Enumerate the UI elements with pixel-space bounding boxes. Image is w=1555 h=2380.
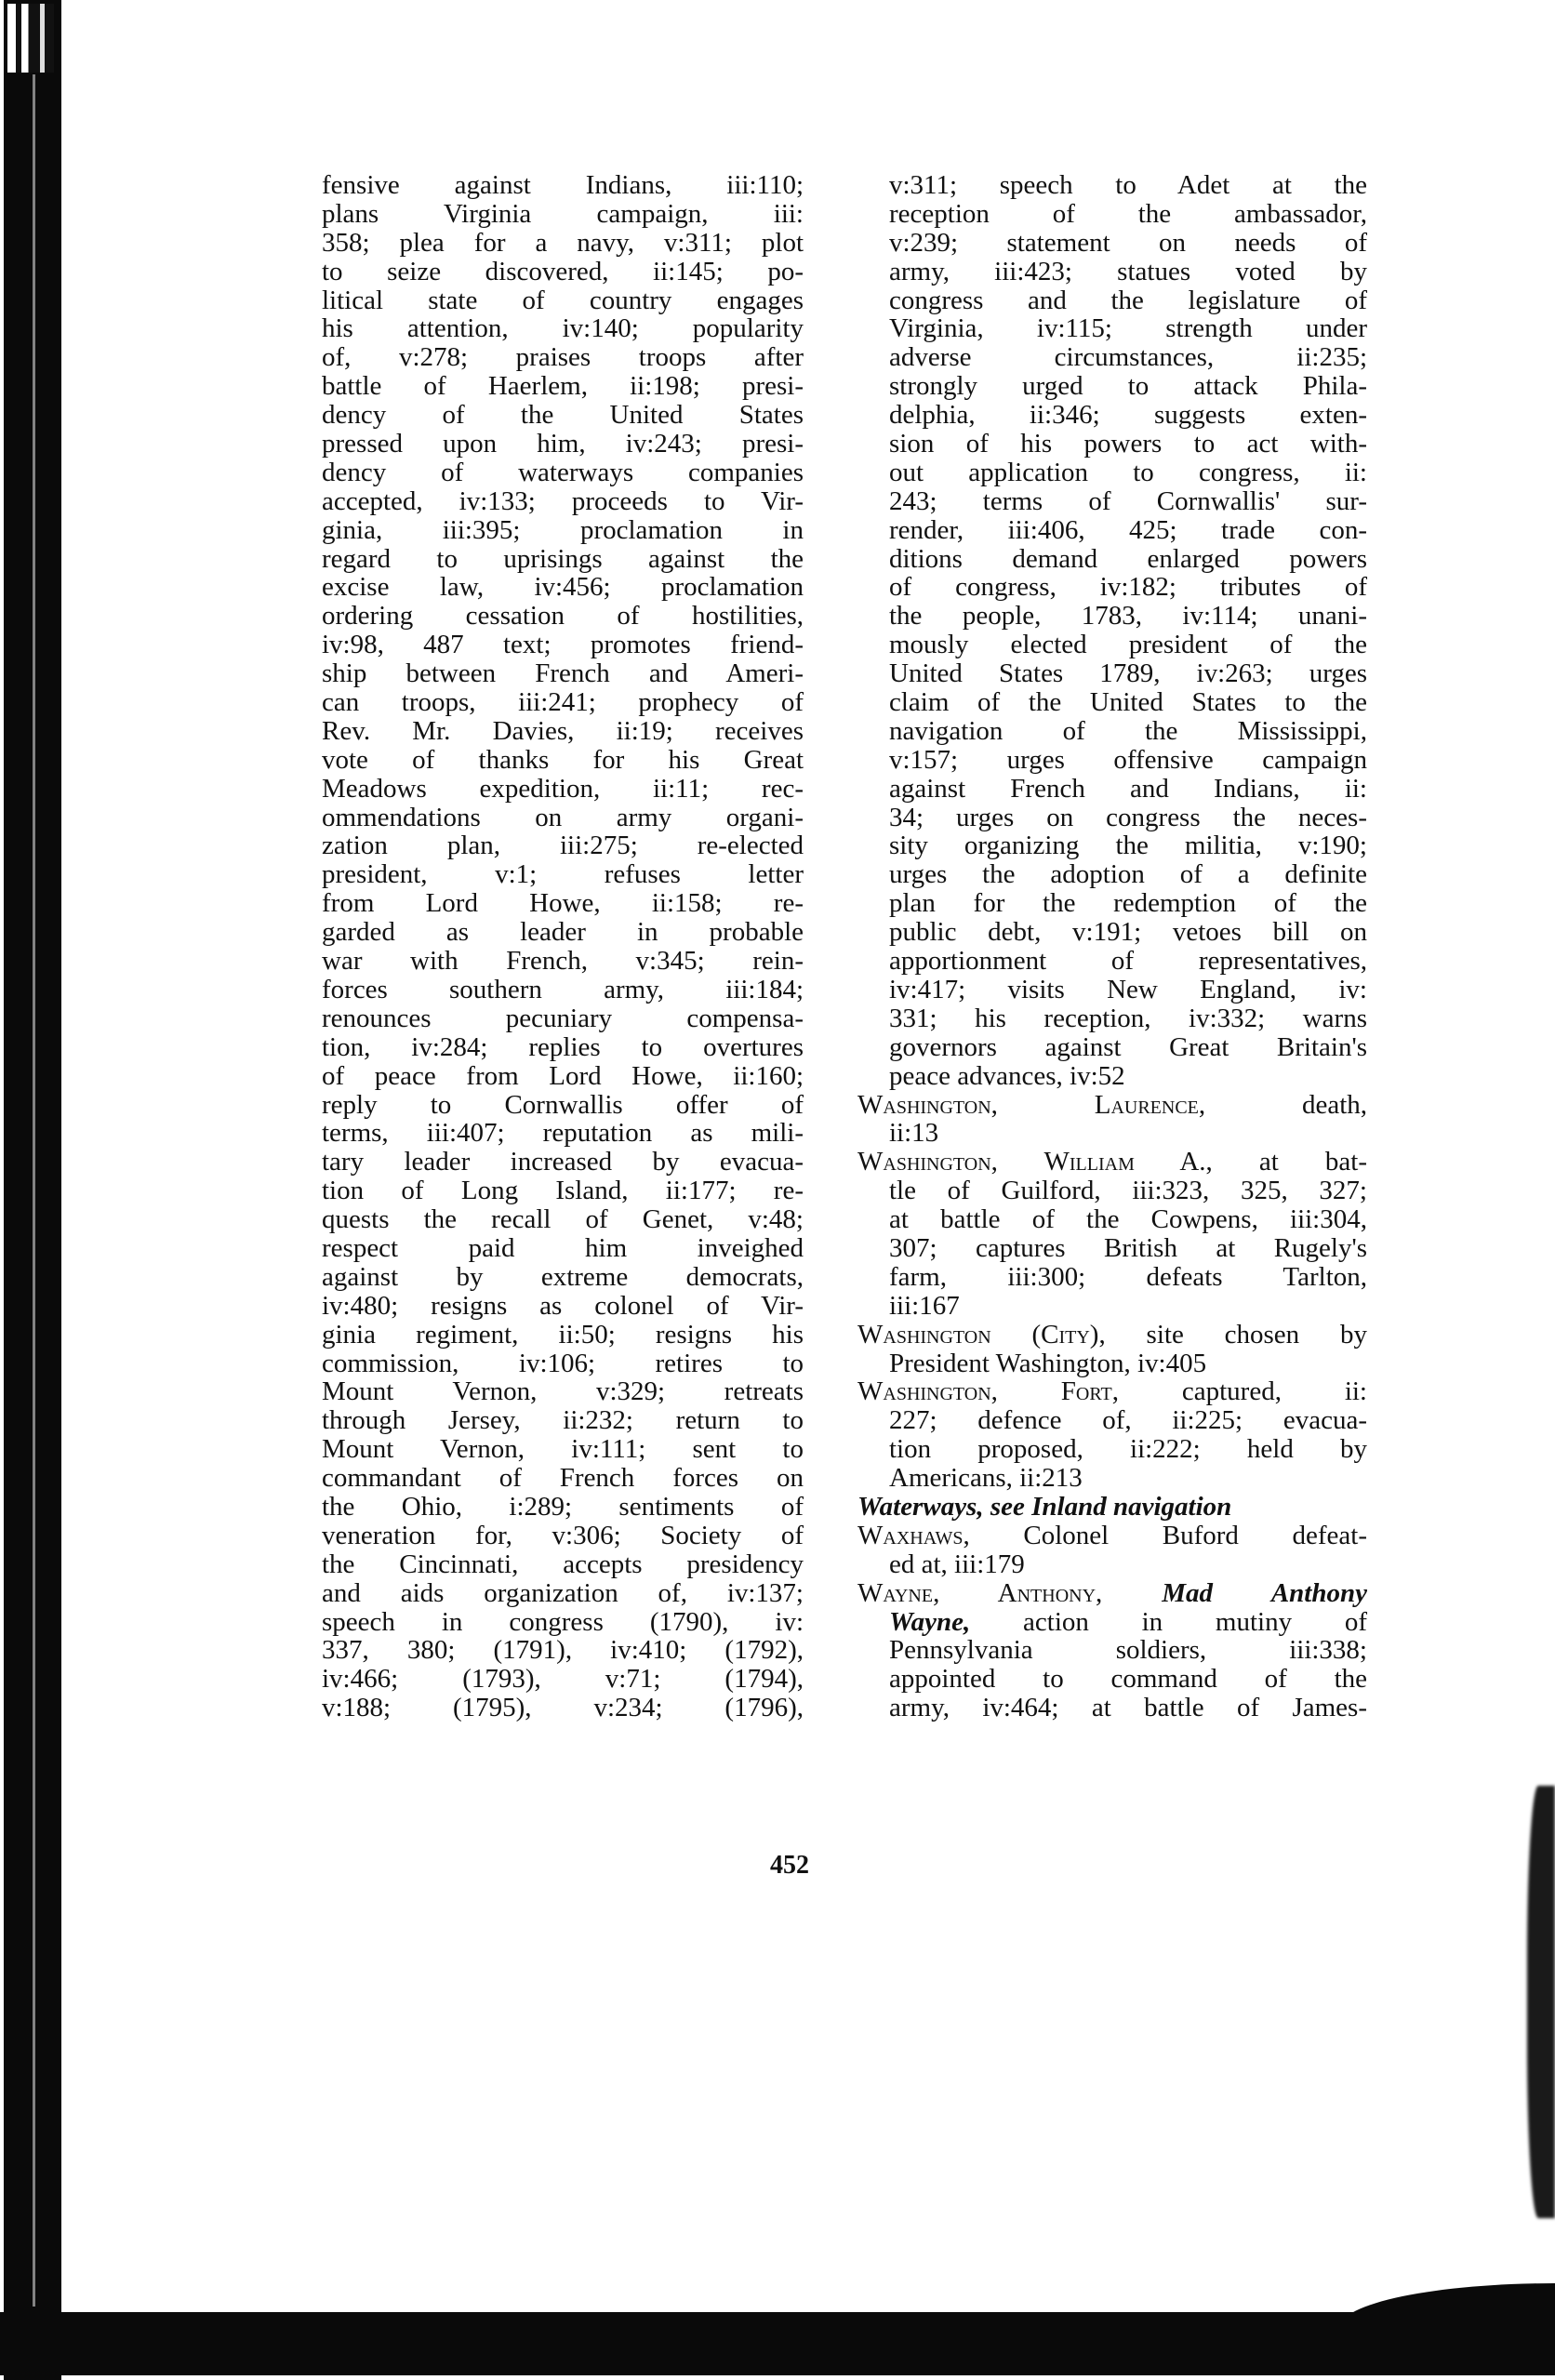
index-line: fensive against Indians, iii:110; (322, 170, 804, 200)
index-line: the people, 1783, iv:114; unani- (889, 601, 1367, 632)
index-line: against French and Indians, ii: (889, 773, 1367, 804)
index-line: claim of the United States to the (889, 687, 1367, 718)
index-line: his attention, iv:140; popularity (322, 313, 804, 344)
index-line: ditions demand enlarged powers (889, 543, 1367, 574)
index-line: of peace from Lord Howe, ii:160; (322, 1060, 804, 1091)
index-line: ommendations on army organi- (322, 802, 804, 832)
index-line: reply to Cornwallis offer of (322, 1089, 804, 1120)
entry-heading: Washington, Laurence, (857, 1089, 1206, 1120)
index-line: iv:480; resigns as colonel of Vir- (322, 1290, 804, 1321)
index-line: and aids organization of, iv:137; (322, 1577, 804, 1608)
index-line: of congress, iv:182; tributes of (889, 572, 1367, 603)
index-line: Virginia, iv:115; strength under (889, 313, 1367, 344)
index-line: v:157; urges offensive campaign (889, 744, 1367, 775)
entry-heading: Washington, Fort, (857, 1376, 1119, 1407)
index-line: congress and the legislature of (889, 285, 1367, 315)
index-line: sion of his powers to act with- (889, 429, 1367, 459)
binding-top-highlight (7, 4, 54, 73)
index-line: garded as leader in probable (322, 917, 804, 948)
cross-reference: Waterways, see Inland navigation (857, 1491, 1232, 1522)
index-line: United States 1789, iv:263; urges (889, 658, 1367, 689)
index-line: plans Virginia campaign, iii: (322, 198, 804, 229)
index-line: urges the adoption of a definite (889, 859, 1367, 890)
index-line: quests the recall of Genet, v:48; (322, 1204, 804, 1235)
index-line: president, v:1; refuses letter (322, 859, 804, 890)
index-column-left (322, 171, 804, 1722)
index-line: 243; terms of Cornwallis' sur- (889, 485, 1367, 516)
index-line: respect paid him inveighed (322, 1232, 804, 1263)
index-line: tion of Long Island, ii:177; re- (322, 1176, 804, 1206)
index-line: accepted, iv:133; proceeds to Vir- (322, 485, 804, 516)
index-line: vote of thanks for his Great (322, 744, 804, 775)
index-entry-washington-laurence: Washington, Laurence, death, ii:13 (857, 1089, 1368, 1149)
index-line: 358; plea for a navy, v:311; plot (322, 227, 804, 258)
index-line: Mount Vernon, iv:111; sent to (322, 1434, 804, 1465)
washington-george-continuation (857, 171, 1367, 1091)
index-line: governors against Great Britain's (889, 1031, 1367, 1062)
index-entry-washington-william: Washington, William A., at bat- tle of Guilford, iii:323, 325, 327; at battle of the Cowpens, iii:304, 307; captures British at Rugely's farm, iii:300; defeats Tarlton, iii:167 (857, 1147, 1368, 1321)
index-entry-waxhaws: Waxhaws, Colonel Buford defeat- ed at, iii:179 (857, 1520, 1367, 1579)
index-line: of, v:278; praises troops after (322, 342, 804, 373)
index-line: ginia regiment, ii:50; resigns his (322, 1319, 804, 1350)
index-line: can troops, iii:241; prophecy of (322, 687, 804, 718)
entry-heading: Waxhaws, (857, 1520, 970, 1550)
index-line: dency of waterways companies (322, 457, 804, 487)
index-line: renounces pecuniary compensa- (322, 1003, 804, 1033)
index-line: v:239; statement on needs of (889, 227, 1367, 258)
index-line: Rev. Mr. Davies, ii:19; receives (322, 715, 804, 746)
entry-heading: Washington, William A., (857, 1147, 1213, 1177)
index-line: excise law, iv:456; proclamation (322, 572, 804, 603)
index-line: iv:417; visits New England, iv: (889, 974, 1367, 1004)
index-line: delphia, ii:346; suggests exten- (889, 400, 1367, 431)
index-line: ginia, iii:395; proclamation in (322, 514, 804, 545)
index-line: commission, iv:106; retires to (322, 1348, 804, 1378)
index-line: 34; urges on congress the neces- (889, 802, 1367, 832)
index-line: dency of the United States (322, 400, 804, 431)
page-edge-shadow (1527, 1786, 1555, 2218)
index-line: commandant of French forces on (322, 1463, 804, 1494)
index-line: apportionment of representatives, (889, 946, 1367, 977)
index-line: the Ohio, i:289; sentiments of (322, 1491, 804, 1522)
index-line: Mount Vernon, v:329; retreats (322, 1376, 804, 1407)
entry-heading: Washington (City), (857, 1319, 1106, 1350)
index-line: battle of Haerlem, ii:198; presi- (322, 371, 804, 402)
index-line: to seize discovered, ii:145; po- (322, 256, 804, 286)
index-line: litical state of country engages (322, 285, 804, 315)
index-line: terms, iii:407; reputation as mili- (322, 1118, 804, 1149)
index-line: tion, iv:284; replies to overtures (322, 1031, 804, 1062)
index-line: v:188; (1795), v:234; (1796), (322, 1693, 804, 1723)
index-line: the Cincinnati, accepts presidency (322, 1549, 804, 1579)
index-line: plan for the redemption of the (889, 888, 1367, 919)
page-number: 452 (770, 1851, 809, 1880)
index-line: pressed upon him, iv:243; presi- (322, 429, 804, 459)
index-entry-washington-city: Washington (City), site chosen by President Washington, iv:405 (857, 1319, 1367, 1378)
index-line: veneration for, v:306; Society of (322, 1520, 804, 1550)
index-line: v:311; speech to Adet at the (889, 170, 1367, 200)
index-entry-washington-fort: Washington, Fort, captured, ii: 227; defence of, ii:225; evacua- tion proposed, ii:222; held by Americans, ii:213 (857, 1376, 1367, 1494)
index-line: sity organizing the militia, v:190; (889, 831, 1367, 861)
index-line: speech in congress (1790), iv: (322, 1606, 804, 1637)
index-line: 337, 380; (1791), iv:410; (1792), (322, 1635, 804, 1666)
binding-fold-line (33, 74, 35, 2307)
entry-heading: Wayne, Anthony, (857, 1577, 1103, 1608)
index-line: strongly urged to attack Phila- (889, 371, 1367, 402)
scan-bottom-border (0, 2312, 1555, 2375)
index-line: tary leader increased by evacua- (322, 1147, 804, 1177)
index-line: forces southern army, iii:184; (322, 974, 804, 1004)
index-line: regard to uprisings against the (322, 543, 804, 574)
index-line: 331; his reception, iv:332; warns (889, 1003, 1367, 1033)
index-line: from Lord Howe, ii:158; re- (322, 888, 804, 919)
index-line: war with French, v:345; rein- (322, 946, 804, 977)
index-line: mously elected president of the (889, 630, 1367, 660)
index-line: through Jersey, ii:232; return to (322, 1405, 804, 1436)
index-line: reception of the ambassador, (889, 198, 1367, 229)
index-entry-wayne-anthony: Wayne, Anthony, Mad Anthony Wayne, action in mutiny of Pennsylvania soldiers, iii:338; appointed to command of the army, iv:464; at battle of James- (857, 1577, 1367, 1723)
index-line: adverse circumstances, ii:235; (889, 342, 1367, 373)
index-entry-waterways (857, 1493, 1367, 1522)
index-line: public debt, v:191; vetoes bill on (889, 917, 1367, 948)
index-column-right (857, 171, 1367, 1722)
index-line: iv:466; (1793), v:71; (1794), (322, 1664, 804, 1695)
index-line: against by extreme democrats, (322, 1261, 804, 1292)
index-line: Meadows expedition, ii:11; rec- (322, 773, 804, 804)
index-line: peace advances, iv:52 (889, 1060, 1125, 1091)
index-line: render, iii:406, 425; trade con- (889, 514, 1367, 545)
index-line: zation plan, iii:275; re-elected (322, 831, 804, 861)
index-line: navigation of the Mississippi, (889, 715, 1367, 746)
index-line: army, iii:423; statues voted by (889, 256, 1367, 286)
index-line: ordering cessation of hostilities, (322, 601, 804, 632)
index-line: ship between French and Ameri- (322, 658, 804, 689)
index-line: iv:98, 487 text; promotes friend- (322, 630, 804, 660)
index-line: out application to congress, ii: (889, 457, 1367, 487)
